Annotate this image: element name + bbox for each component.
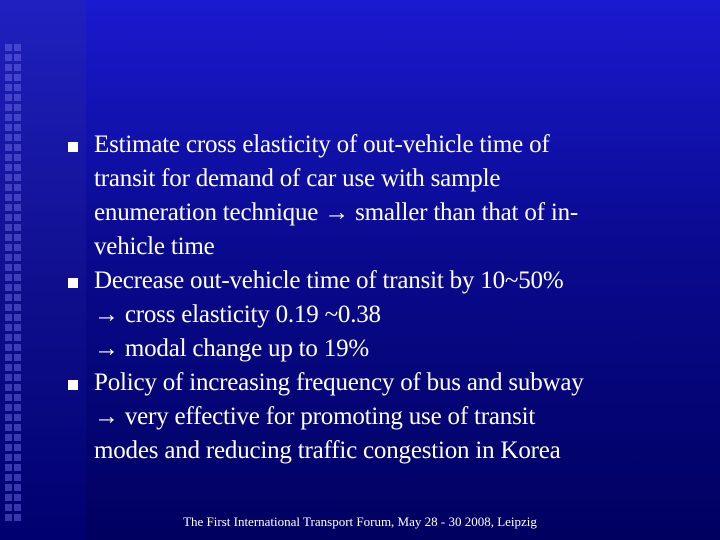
bullet-item (60, 366, 700, 468)
bullet-line: modes and reducing traffic congestion in Korea (94, 437, 561, 464)
bullet-line: Decrease out-vehicle time of transit by 10~50% (94, 267, 564, 294)
bullet-list (60, 128, 700, 468)
square-bullet-icon (68, 278, 78, 288)
bullet-line: → cross elasticity 0.19 ~0.38 (94, 301, 381, 328)
bullet-line: Policy of increasing frequency of bus and subway (94, 369, 584, 396)
bullet-line: → very effective for promoting use of transit (94, 403, 536, 430)
bullet-line: → modal change up to 19% (94, 335, 369, 362)
bullet-line: enumeration technique → smaller than that of in- (94, 199, 578, 226)
slide-footer: The First International Transport Forum, May 28 - 30 2008, Leipzig (183, 514, 537, 529)
bullet-line: vehicle time (94, 233, 215, 260)
bullet-item (60, 128, 700, 264)
bullet-item (60, 264, 700, 366)
square-bullet-icon (68, 142, 78, 152)
decorative-square-pattern (3, 44, 25, 524)
bullet-line: transit for demand of car use with sample (94, 165, 501, 192)
bullet-line: Estimate cross elasticity of out-vehicle time of (94, 131, 550, 158)
square-bullet-icon (68, 380, 78, 390)
